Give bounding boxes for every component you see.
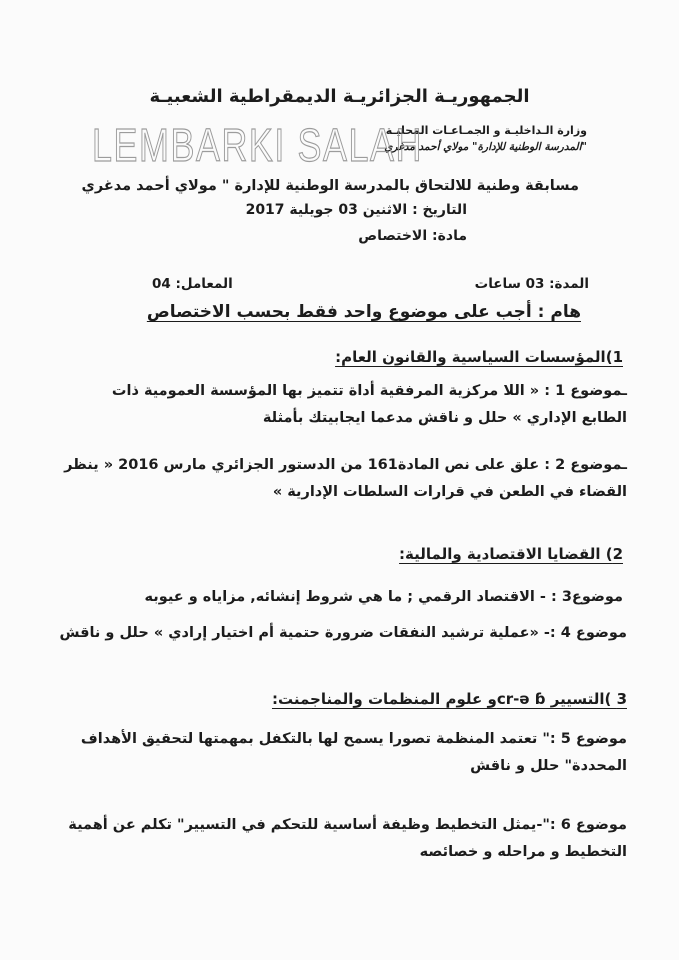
ministry-line: وزارة الـداخليـة و الجمـاعـات المحليـة [385, 124, 587, 137]
section-title: 2) القضايا الاقتصادية والمالية: [399, 545, 623, 563]
topic-item: موضوع 4 :- «عملية ترشيد النفقات ضرورة حتمية أم اختيار إرادي » حلل و ناقش [59, 625, 627, 641]
important-notice: هام : أجب على موضوع واحد فقط بحسب الاختصاص [146, 302, 581, 322]
school-line: "المدرسة الوطنية للإدارة" مولاي أحمد مدغري [384, 141, 587, 153]
topic-item: موضوع 5 :" تعتمد المنظمة تصورا يسمح لها بالتكفل بمهمتها لتحقيق الأهداف المحددة" حلل و ناقش [80, 731, 627, 774]
exam-date: التاريخ : الاثنين 03 جويلية 2017 [245, 202, 467, 218]
section-title: 3 )التسيير cr‑ǝ ɓو علوم المنظمات والمناجمنت: [271, 690, 627, 708]
topic-item: ـموضوع 1 : « اللا مركزية المرفقية أداة تتميز بها المؤسسة العمومية ذات الطابع الإداري » حلل و ناقش مدعما ايجابيتك بأمثلة [111, 383, 627, 426]
contest-title: مسابقة وطنية للالتحاق بالمدرسة الوطنية للإدارة " مولاي أحمد مدغري [81, 178, 579, 194]
exam-duration: المدة: 03 ساعات [474, 276, 589, 292]
section-title: 1)المؤسسات السياسية والقانون العام: [335, 348, 623, 366]
watermark-text: LEMBARKI SALAH [92, 119, 423, 171]
topic-item: موضوع3 : - الاقتصاد الرقمي ; ما هي شروط إنشائه, مزاياه و عيوبه [144, 589, 623, 605]
topic-item: ـموضوع 2 : علق على نص المادة161 من الدستور الجزائري مارس 2016 « ينظر القضاء في الطعن في قرارات السلطات الإدارية » [64, 457, 627, 500]
exam-subject: مادة: الاختصاص [358, 228, 467, 244]
republic-heading: الجمهوريـة الجزائريـة الديمقراطية الشعبيـة [149, 86, 530, 107]
exam-coefficient: المعامل: 04 [152, 276, 233, 292]
topic-item: موضوع 6 :"-يمثل التخطيط وظيفة أساسية للتحكم في التسيير" تكلم عن أهمية التخطيط و مراحله و خصائصه [68, 817, 627, 860]
